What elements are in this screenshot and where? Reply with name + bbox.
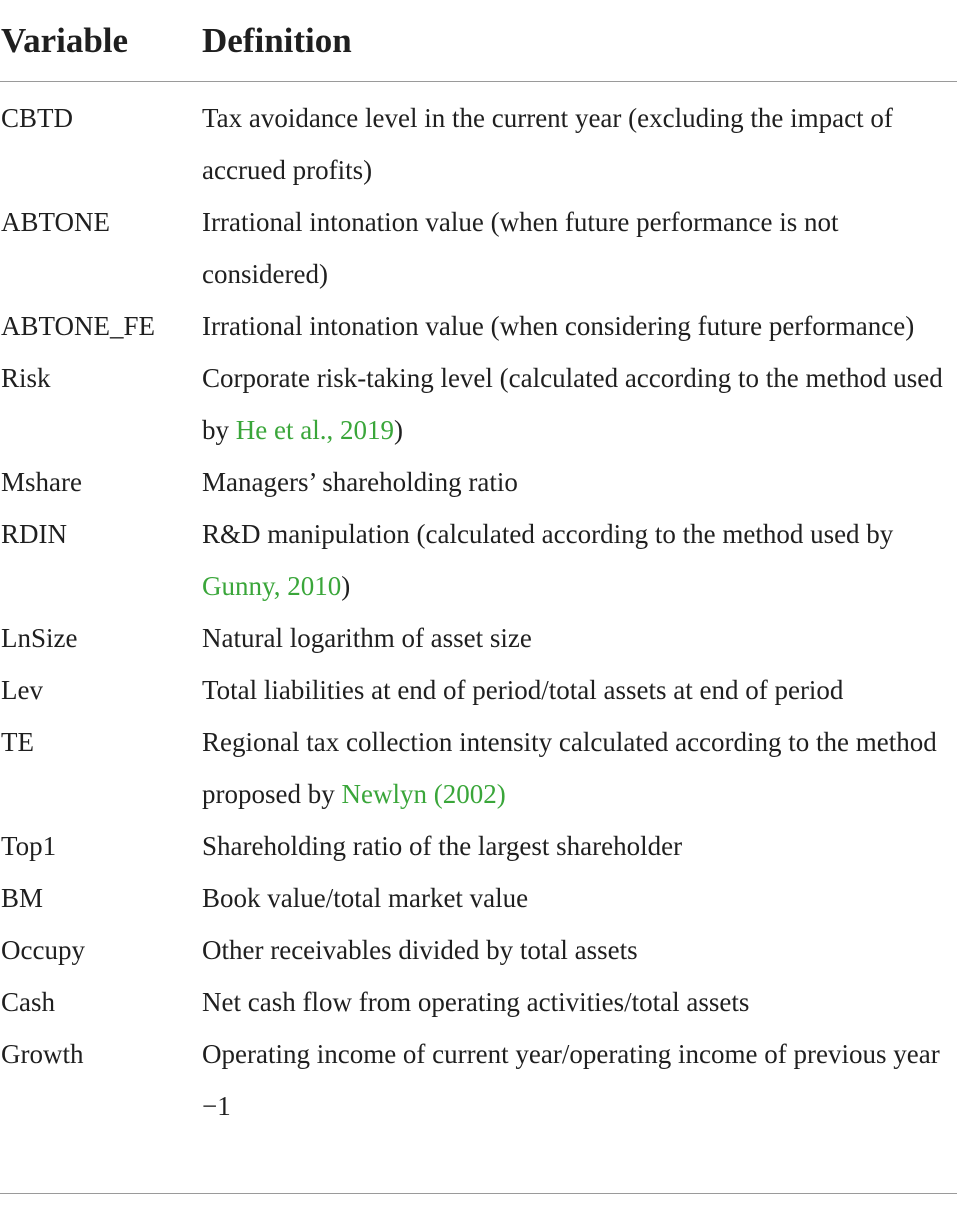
table-row [0, 508, 957, 612]
table-row [0, 456, 957, 508]
variable-cell: Mshare [1, 467, 82, 497]
definition-cell [202, 300, 957, 352]
definition-text-end: ) [393, 415, 403, 445]
header-variable: Variable [1, 21, 129, 60]
table-row [0, 1028, 957, 1132]
definition-cell [202, 456, 957, 508]
variable-cell: LnSize [1, 623, 78, 653]
definition-text: Net cash flow from operating activities/total assets [202, 987, 750, 1017]
header-definition: Definition [202, 21, 352, 60]
variable-cell: ABTONE_FE [1, 311, 156, 341]
definition-cell [202, 612, 957, 664]
variable-cell: RDIN [1, 519, 67, 549]
table-row [0, 92, 957, 196]
table-header-row [0, 0, 957, 82]
definition-text: Corporate risk-taking level (calculated according to the method used by [202, 363, 943, 445]
citation-link[interactable]: Newlyn (2002) [341, 779, 506, 809]
definition-text: Other receivables divided by total assets [202, 935, 638, 965]
definition-cell [202, 716, 957, 820]
variable-cell: CBTD [1, 103, 74, 133]
definition-cell [202, 820, 957, 872]
definition-cell [202, 508, 957, 612]
table-row [0, 820, 957, 872]
definition-cell [202, 92, 957, 196]
variable-cell: TE [1, 727, 34, 757]
table-body [0, 82, 957, 1132]
table-bottom-rule [0, 1193, 957, 1194]
citation-link[interactable]: He et al., 2019 [235, 415, 394, 445]
table-row [0, 716, 957, 820]
definition-cell [202, 872, 957, 924]
citation-link[interactable]: Gunny, 2010 [202, 571, 342, 601]
variable-cell: Top1 [1, 831, 57, 861]
definition-cell [202, 196, 957, 300]
definition-cell [202, 924, 957, 976]
table-row [0, 664, 957, 716]
definition-text: Total liabilities at end of period/total assets at end of period [202, 675, 844, 705]
definition-cell [202, 1028, 957, 1132]
definition-text-end: ) [341, 571, 351, 601]
definition-text: R&D manipulation (calculated according to the method used by [202, 519, 894, 549]
table-row [0, 924, 957, 976]
definition-cell [202, 976, 957, 1028]
table-row [0, 196, 957, 300]
definition-text: Managers’ shareholding ratio [202, 467, 518, 497]
table-row [0, 612, 957, 664]
definition-text: Regional tax collection intensity calculated according to the method proposed by [202, 727, 937, 809]
definition-text: Tax avoidance level in the current year (excluding the impact of accrued profits) [202, 103, 893, 185]
definition-text: Operating income of current year/operating income of previous year −1 [202, 1039, 940, 1121]
definition-text: Irrational intonation value (when considering future performance) [202, 311, 915, 341]
variable-cell: BM [1, 883, 44, 913]
table-row [0, 352, 957, 456]
variable-cell: Lev [1, 675, 43, 705]
table-row [0, 872, 957, 924]
variable-cell: Risk [1, 363, 51, 393]
definition-text: Book value/total market value [202, 883, 529, 913]
table-row [0, 976, 957, 1028]
variable-cell: Occupy [1, 935, 85, 965]
definition-cell [202, 352, 957, 456]
variable-cell: ABTONE [1, 207, 111, 237]
definition-cell [202, 664, 957, 716]
variable-cell: Cash [1, 987, 55, 1017]
definition-text: Shareholding ratio of the largest shareholder [202, 831, 683, 861]
variable-cell: Growth [1, 1039, 84, 1069]
definition-text: Irrational intonation value (when future performance is not considered) [202, 207, 839, 289]
table-row [0, 300, 957, 352]
definition-text: Natural logarithm of asset size [202, 623, 532, 653]
